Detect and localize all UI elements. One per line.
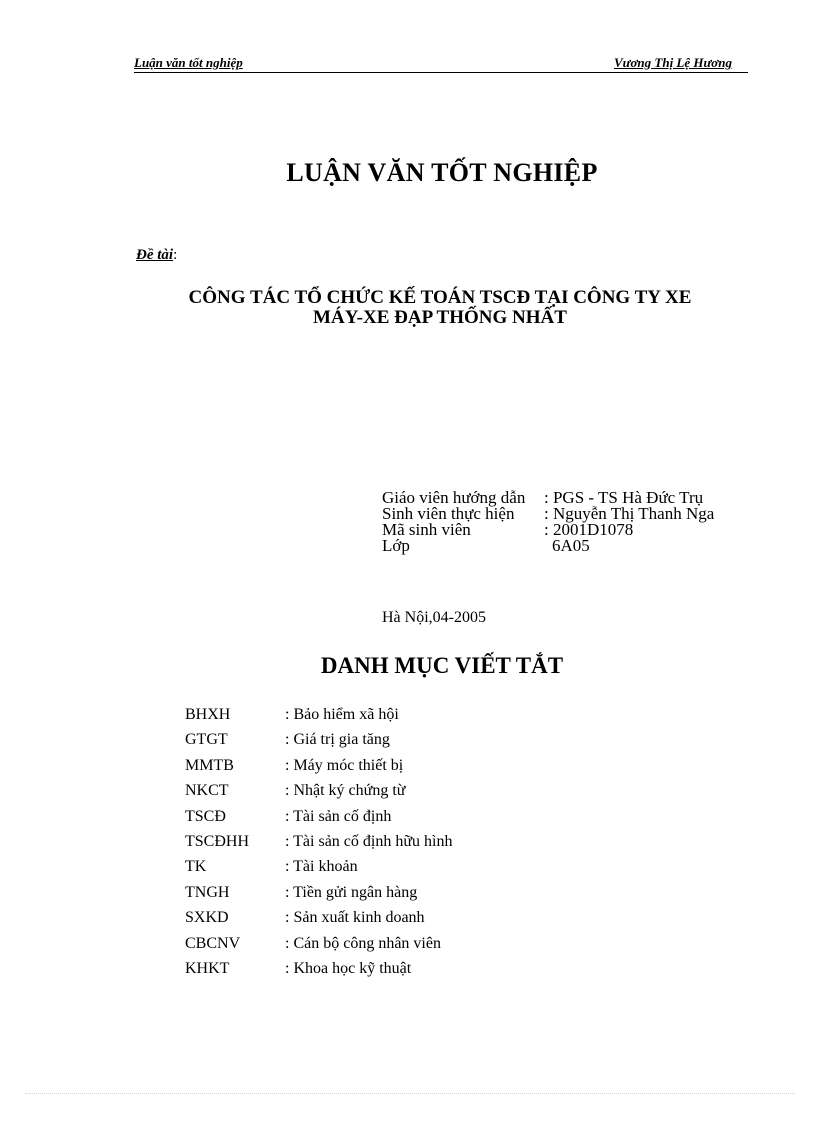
info-label: Mã sinh viên bbox=[382, 520, 471, 539]
abbr-code: GTGT bbox=[185, 731, 228, 749]
topic-label-colon: : bbox=[173, 247, 178, 263]
header-right-text: Vương Thị Lệ Hương bbox=[613, 55, 732, 70]
place-date: Hà Nội,04-2005 bbox=[382, 609, 486, 626]
abbr-desc: : Tài sản cố định bbox=[285, 807, 392, 825]
topic-label-text: Đề tài bbox=[136, 247, 174, 263]
header-left-text: Luận văn tốt nghiệp bbox=[134, 55, 243, 70]
abbreviations-title: DANH MỤC VIẾT TẮT bbox=[320, 653, 564, 678]
abbr-desc: : Tài sản cố định hữu hình bbox=[285, 832, 453, 850]
topic-line-1: CÔNG TÁC TỔ CHỨC KẾ TOÁN TSCĐ TẠI CÔNG TY XE bbox=[188, 287, 692, 308]
info-value: 6A05 bbox=[552, 536, 590, 555]
info-label: Lớp bbox=[382, 536, 410, 555]
abbr-code: BHXH bbox=[185, 706, 231, 723]
info-value: : PGS - TS Hà Đức Trụ bbox=[544, 488, 704, 507]
abbr-code: CBCNV bbox=[185, 934, 241, 952]
abbr-code: KHKT bbox=[185, 959, 230, 977]
footer-divider bbox=[25, 1093, 795, 1094]
abbr-desc: : Khoa học kỹ thuật bbox=[285, 959, 412, 977]
page-header bbox=[134, 54, 748, 73]
info-label: Sinh viên thực hiện bbox=[382, 504, 515, 523]
abbr-code: TSCĐHH bbox=[185, 832, 250, 850]
abbr-desc: : Cán bộ công nhân viên bbox=[285, 934, 441, 952]
abbr-desc: : Tiền gửi ngân hàng bbox=[285, 883, 418, 901]
topic-label bbox=[136, 247, 177, 264]
abbr-code: TK bbox=[185, 858, 207, 876]
thesis-title: LUẬN VĂN TỐT NGHIỆP bbox=[286, 158, 598, 187]
abbr-desc: : Bảo hiểm xã hội bbox=[285, 706, 399, 723]
thesis-topic bbox=[120, 288, 760, 328]
abbr-code: TSCĐ bbox=[185, 807, 226, 825]
abbr-desc: : Máy móc thiết bị bbox=[285, 756, 404, 774]
abbr-desc: : Nhật ký chứng từ bbox=[285, 782, 406, 800]
info-label: Giáo viên hướng dẫn bbox=[382, 488, 526, 507]
abbr-code: SXKD bbox=[185, 909, 229, 927]
abbr-code: MMTB bbox=[185, 756, 234, 774]
info-value: : Nguyễn Thị Thanh Nga bbox=[544, 504, 715, 523]
topic-line-2: MÁY-XE ĐẠP THỐNG NHẤT bbox=[313, 307, 567, 328]
abbr-desc: : Sản xuất kinh doanh bbox=[285, 909, 425, 927]
info-value: : 2001D1078 bbox=[544, 520, 634, 539]
abbr-desc: : Giá trị gia tăng bbox=[285, 731, 390, 749]
abbr-code: NKCT bbox=[185, 782, 229, 800]
abbr-code: TNGH bbox=[185, 883, 230, 901]
abbr-desc: : Tài khoản bbox=[285, 858, 358, 876]
